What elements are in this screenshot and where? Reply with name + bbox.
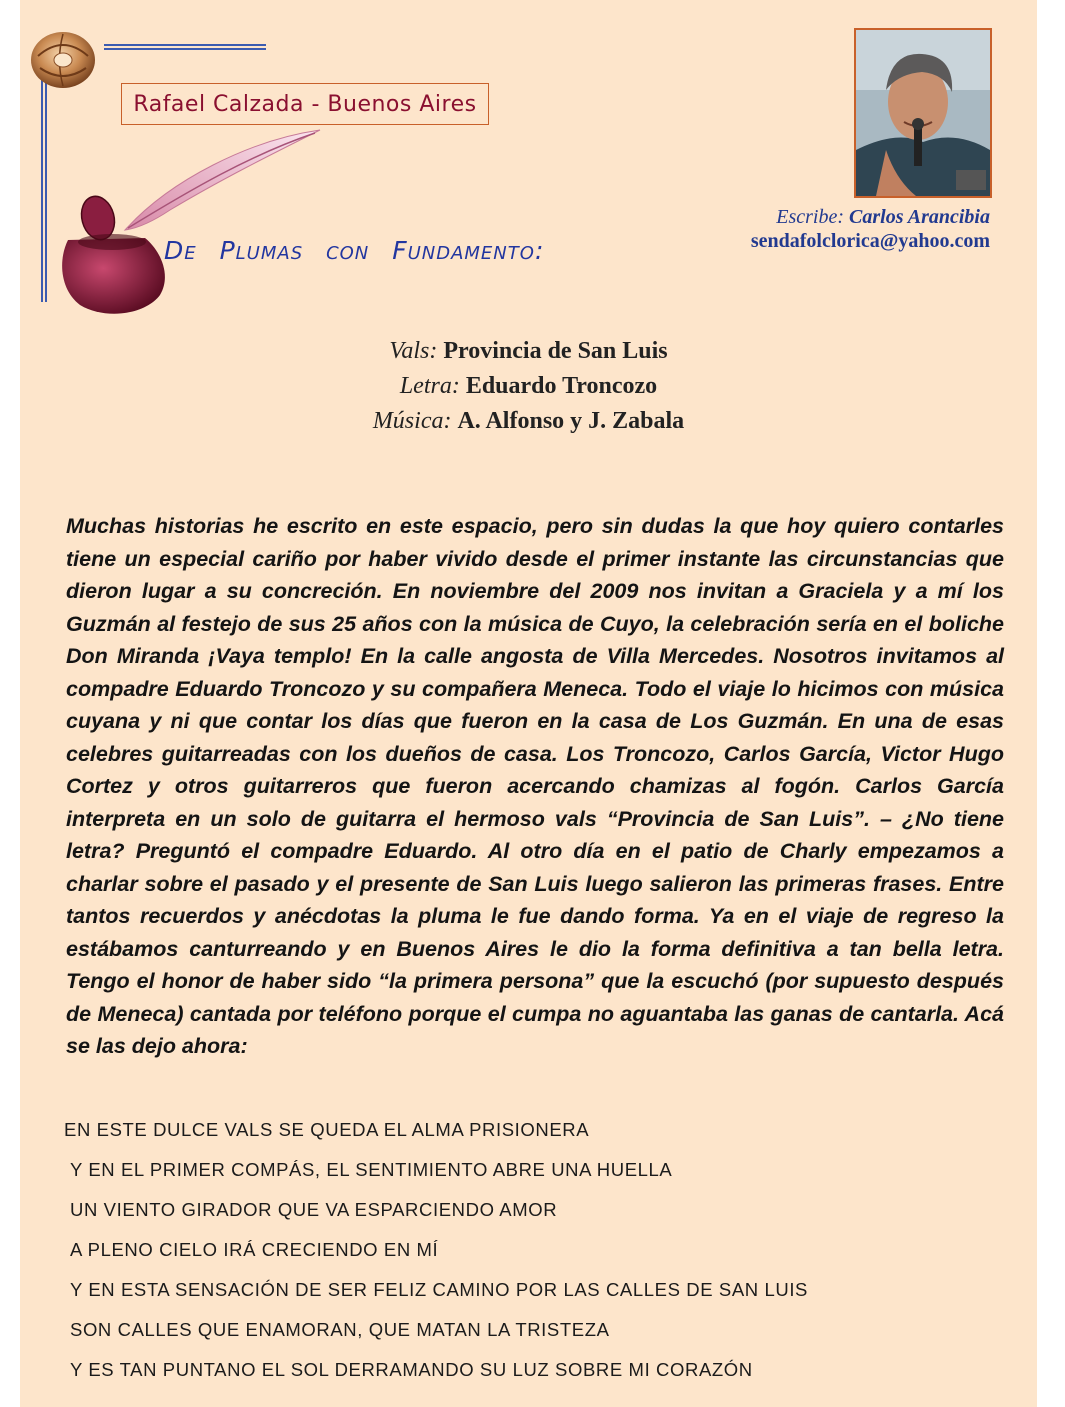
author-location: Rafael Calzada - Buenos Aires [133, 91, 477, 117]
lyric-line: A PLENO CIELO IRÁ CRECIENDO EN MÍ [70, 1239, 439, 1260]
byline [751, 205, 990, 253]
seed-pod-icon [26, 26, 100, 92]
song-credits [20, 334, 1037, 439]
quill-inkwell-icon [50, 120, 340, 320]
lyric-line: UN VIENTO GIRADOR QUE VA ESPARCIENDO AMOR [70, 1199, 558, 1220]
lyrics-list [64, 1110, 1004, 1390]
lyric-line: EN ESTE DULCE VALS SE QUEDA EL ALMA PRISIONERA [64, 1119, 590, 1140]
author-location-box [121, 83, 489, 125]
song-credit-line: Letra: Eduardo Troncozo [399, 373, 658, 399]
lyric-line: Y EN EL PRIMER COMPÁS, EL SENTIMIENTO ABRE UNA HUELLA [70, 1159, 673, 1180]
song-credit-line: Vals: Provincia de San Luis [389, 338, 668, 364]
lyric-line: Y EN ESTA SENSACIÓN DE SER FELIZ CAMINO POR LAS CALLES DE SAN LUIS [70, 1279, 809, 1300]
song-credit-line: Música: A. Alfonso y J. Zabala [372, 408, 685, 434]
decorative-horizontal-rule [104, 44, 266, 50]
author-photo [854, 28, 992, 198]
lyric-line: SON CALLES QUE ENAMORAN, QUE MATAN LA TRISTEZA [70, 1319, 610, 1340]
magazine-page [20, 0, 1037, 1407]
portrait-illustration [856, 30, 990, 196]
byline-name: Carlos Arancibia [849, 206, 990, 228]
byline-label: Escribe: [776, 206, 845, 228]
lyric-line: Y ES TAN PUNTANO EL SOL DERRAMANDO SU LUZ SOBRE MI CORAZÓN [70, 1359, 753, 1380]
byline-email: sendafolclorica@yahoo.com [750, 230, 990, 252]
story-paragraph: Muchas historias he escrito en este espacio, pero sin dudas la que hoy quiero contarles tiene un especial cariño por haber vivido desde el primer instante las circunstancias que dieron lugar a su concreción. En noviembre del 2009 nos invitan a Graciela y a mí los Guzmán al festejo de sus 25 años con la música de Cuyo, la celebración sería en el boliche Don Miranda ¡Vaya templo! En la calle angosta de Villa Mercedes. Nosotros invitamos al compadre Eduardo Troncozo y su compañera Meneca. Todo el viaje lo hicimos con música cuyana y ni que contar los días que fueron en la casa de Los Guzmán. En una de esas celebres guitarreadas con los dueños de casa. Los Troncozo, Carlos García, Victor Hugo Cortez y otros guitarreros que fueron acercando chamizas al fogón. Carlos García interpreta en un solo de guitarra el hermoso vals “Provincia de San Luis”. – ¿No tiene letra? Preguntó el compadre Eduardo. Al otro día en el patio de Charly empezamos a charlar sobre el pasado y el presente de San Luis luego salieron las primeras frases. Entre tantos recuerdos y anécdotas la pluma le fue dando forma. Ya en el viaje de regreso la estábamos canturreando y en Buenos Aires le dio la forma definitiva a tan bella letra. Tengo el honor de haber sido “la primera persona” que la escuchó (por supuesto después de Meneca) cantada por teléfono porque el cumpa no aguantaba las ganas de cantarla. Acá se las dejo ahora: [66, 514, 1004, 1058]
section-title: De Plumas con Fundamento: [164, 236, 545, 265]
